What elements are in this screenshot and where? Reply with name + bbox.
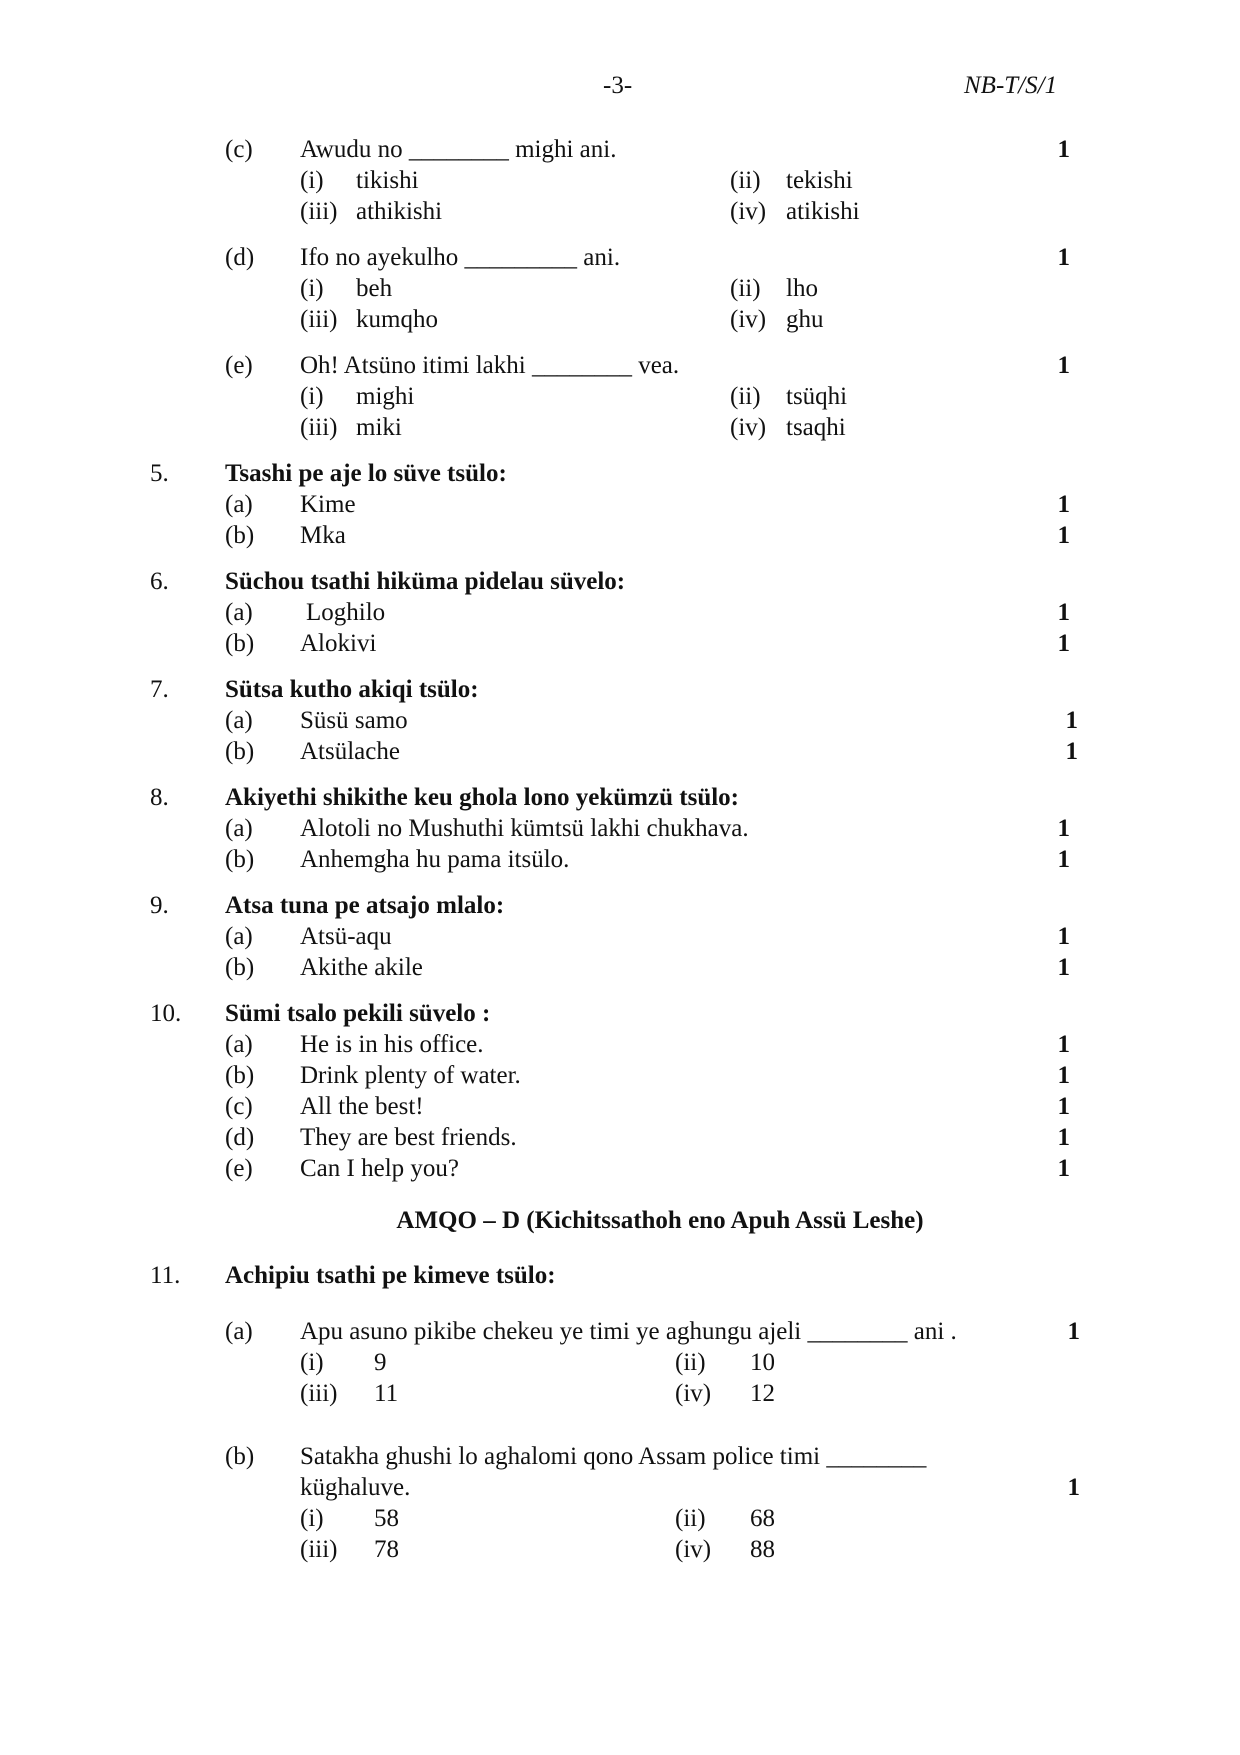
item-text: Can I help you? <box>300 1155 459 1182</box>
question-number: 11. <box>150 1262 181 1289</box>
question-11 <box>150 1262 1080 1562</box>
item-text: Ifo no ayekulho _________ ani. <box>300 244 621 271</box>
sub-item <box>150 630 1070 662</box>
item-label: (e) <box>225 352 253 379</box>
option-value: 9 <box>374 1349 387 1376</box>
option-number: (iv) <box>730 198 767 225</box>
item-mark: 1 <box>1057 630 1070 657</box>
item-mark: 1 <box>1057 136 1070 163</box>
item-mark: 1 <box>1057 599 1070 626</box>
question-7 <box>150 676 1078 772</box>
option-number: (i) <box>300 275 324 302</box>
sub-item <box>150 1062 1070 1094</box>
item-label: (e) <box>225 1155 253 1182</box>
option-number: (iii) <box>300 1380 338 1407</box>
option-number: (iv) <box>730 414 767 441</box>
option-number: (iii) <box>300 414 338 441</box>
option-value: ghu <box>786 306 824 333</box>
option-value: mighi <box>356 383 415 410</box>
item-label: (b) <box>225 630 255 657</box>
item-mark: 1 <box>1067 1318 1080 1345</box>
q11a-row <box>150 1318 1080 1350</box>
option-number: (iv) <box>730 306 767 333</box>
option-number: (i) <box>300 383 324 410</box>
item-mark: 1 <box>1057 1062 1070 1089</box>
sub-item <box>150 738 1078 770</box>
item-text: They are best friends. <box>300 1124 517 1151</box>
question-number: 10. <box>150 1000 182 1027</box>
sub-item <box>150 707 1078 739</box>
item-label: (a) <box>225 491 253 518</box>
item-label: (b) <box>225 738 255 765</box>
item-mark: 1 <box>1057 244 1070 271</box>
option-value: tikishi <box>356 167 419 194</box>
item-text: Alokivi <box>300 630 377 657</box>
question-title: Tsashi pe aje lo süve tsülo: <box>225 460 507 487</box>
sub-item <box>150 599 1070 631</box>
item-mark: 1 <box>1057 352 1070 379</box>
item-mark: 1 <box>1057 522 1070 549</box>
option-value: lho <box>786 275 818 302</box>
option-value: miki <box>356 414 402 441</box>
sub-item <box>150 923 1070 955</box>
item-text: Drink plenty of water. <box>300 1062 521 1089</box>
item-mark: 1 <box>1065 738 1078 765</box>
option-value: 11 <box>374 1380 399 1407</box>
question-number: 9. <box>150 892 169 919</box>
item-text: He is in his office. <box>300 1031 484 1058</box>
question-title: Atsa tuna pe atsajo mlalo: <box>225 892 505 919</box>
option-number: (i) <box>300 1505 324 1532</box>
option-value: 58 <box>374 1505 399 1532</box>
item-label: (c) <box>225 136 253 163</box>
option-number: (i) <box>300 1349 324 1376</box>
q4c-row <box>150 136 1070 168</box>
question-number: 8. <box>150 784 169 811</box>
q11b-row <box>150 1443 1080 1475</box>
option-value: tsüqhi <box>786 383 848 410</box>
sub-item <box>150 954 1070 986</box>
sub-item <box>150 1124 1070 1156</box>
item-text: Atsülache <box>300 738 400 765</box>
option-number: (ii) <box>730 275 761 302</box>
item-label: (d) <box>225 244 255 271</box>
item-mark: 1 <box>1057 846 1070 873</box>
option-number: (ii) <box>730 383 761 410</box>
option-number: (i) <box>300 167 324 194</box>
q4e-row <box>150 352 1070 384</box>
sub-item <box>150 1093 1070 1125</box>
option-number: (iv) <box>675 1536 712 1563</box>
sub-item <box>150 815 1070 847</box>
item-label: (b) <box>225 1443 255 1470</box>
question-title: Achipiu tsathi pe kimeve tsülo: <box>225 1262 556 1289</box>
question-9 <box>150 892 1070 988</box>
item-text: Anhemgha hu pama itsülo. <box>300 846 570 873</box>
option-number: (iii) <box>300 306 338 333</box>
question-5 <box>150 460 1070 556</box>
option-number: (ii) <box>675 1505 706 1532</box>
question-number: 5. <box>150 460 169 487</box>
item-text: Süsü samo <box>300 707 408 734</box>
item-text: Alotoli no Mushuthi kümtsü lakhi chukhava. <box>300 815 749 842</box>
option-value: tekishi <box>786 167 853 194</box>
item-label: (a) <box>225 1031 253 1058</box>
question-title: Süchou tsathi hiküma pidelau süvelo: <box>225 568 626 595</box>
option-value: 78 <box>374 1536 399 1563</box>
option-value: tsaqhi <box>786 414 846 441</box>
q11b-row-cont <box>150 1474 1080 1506</box>
item-label: (d) <box>225 1124 255 1151</box>
item-label: (a) <box>225 707 253 734</box>
item-text: Atsü-aqu <box>300 923 392 950</box>
item-mark: 1 <box>1057 491 1070 518</box>
item-mark: 1 <box>1057 1031 1070 1058</box>
question-number: 6. <box>150 568 169 595</box>
item-label: (b) <box>225 954 255 981</box>
option-number: (iv) <box>675 1380 712 1407</box>
item-text-line1: Satakha ghushi lo aghalomi qono Assam police timi ________ <box>300 1443 927 1470</box>
question-title: Sümi tsalo pekili süvelo : <box>225 1000 491 1027</box>
item-label: (a) <box>225 815 253 842</box>
option-value: 12 <box>750 1380 775 1407</box>
item-label: (a) <box>225 1318 253 1345</box>
item-label: (a) <box>225 923 253 950</box>
item-mark: 1 <box>1057 954 1070 981</box>
sub-item <box>150 846 1070 878</box>
q4d-row <box>150 244 1070 276</box>
item-mark: 1 <box>1057 815 1070 842</box>
option-value: atikishi <box>786 198 860 225</box>
section-title: AMQO – D (Kichitssathoh eno Apuh Assü Leshe) <box>396 1207 924 1234</box>
item-mark: 1 <box>1057 1093 1070 1120</box>
question-4-continued <box>150 136 1070 441</box>
item-text: Oh! Atsüno itimi lakhi ________ vea. <box>300 352 680 379</box>
option-value: 10 <box>750 1349 775 1376</box>
question-10 <box>150 1000 1070 1190</box>
option-value: athikishi <box>356 198 443 225</box>
page-number: -3- <box>603 72 633 99</box>
item-label: (b) <box>225 846 255 873</box>
item-mark: 1 <box>1057 1124 1070 1151</box>
item-text: All the best! <box>300 1093 424 1120</box>
item-mark: 1 <box>1065 707 1078 734</box>
option-number: (iii) <box>300 1536 338 1563</box>
question-title: Akiyethi shikithe keu ghola lono yekümzü tsülo: <box>225 784 739 811</box>
question-6 <box>150 568 1070 664</box>
item-text: Apu asuno pikibe chekeu ye timi ye aghungu ajeli ________ ani . <box>300 1318 957 1345</box>
option-number: (ii) <box>730 167 761 194</box>
option-value: 88 <box>750 1536 775 1563</box>
sub-item <box>150 522 1070 554</box>
item-text: Akithe akile <box>300 954 423 981</box>
question-8 <box>150 784 1070 880</box>
item-text: Kime <box>300 491 356 518</box>
question-title: Sütsa kutho akiqi tsülo: <box>225 676 479 703</box>
item-mark: 1 <box>1067 1474 1080 1501</box>
section-heading <box>0 1207 1240 1235</box>
item-mark: 1 <box>1057 923 1070 950</box>
item-mark: 1 <box>1057 1155 1070 1182</box>
option-value: 68 <box>750 1505 775 1532</box>
item-text: Mka <box>300 522 346 549</box>
item-text: Awudu no ________ mighi ani. <box>300 136 617 163</box>
option-value: kumqho <box>356 306 438 333</box>
item-label: (a) <box>225 599 253 626</box>
sub-item <box>150 1155 1070 1187</box>
option-number: (ii) <box>675 1349 706 1376</box>
option-value: beh <box>356 275 393 302</box>
item-label: (c) <box>225 1093 253 1120</box>
option-number: (iii) <box>300 198 338 225</box>
paper-code: NB-T/S/1 <box>964 72 1058 99</box>
sub-item <box>150 1031 1070 1063</box>
item-text: Loghilo <box>306 599 386 626</box>
item-label: (b) <box>225 1062 255 1089</box>
sub-item <box>150 491 1070 523</box>
question-number: 7. <box>150 676 169 703</box>
item-label: (b) <box>225 522 255 549</box>
item-text-line2: küghaluve. <box>300 1474 411 1501</box>
